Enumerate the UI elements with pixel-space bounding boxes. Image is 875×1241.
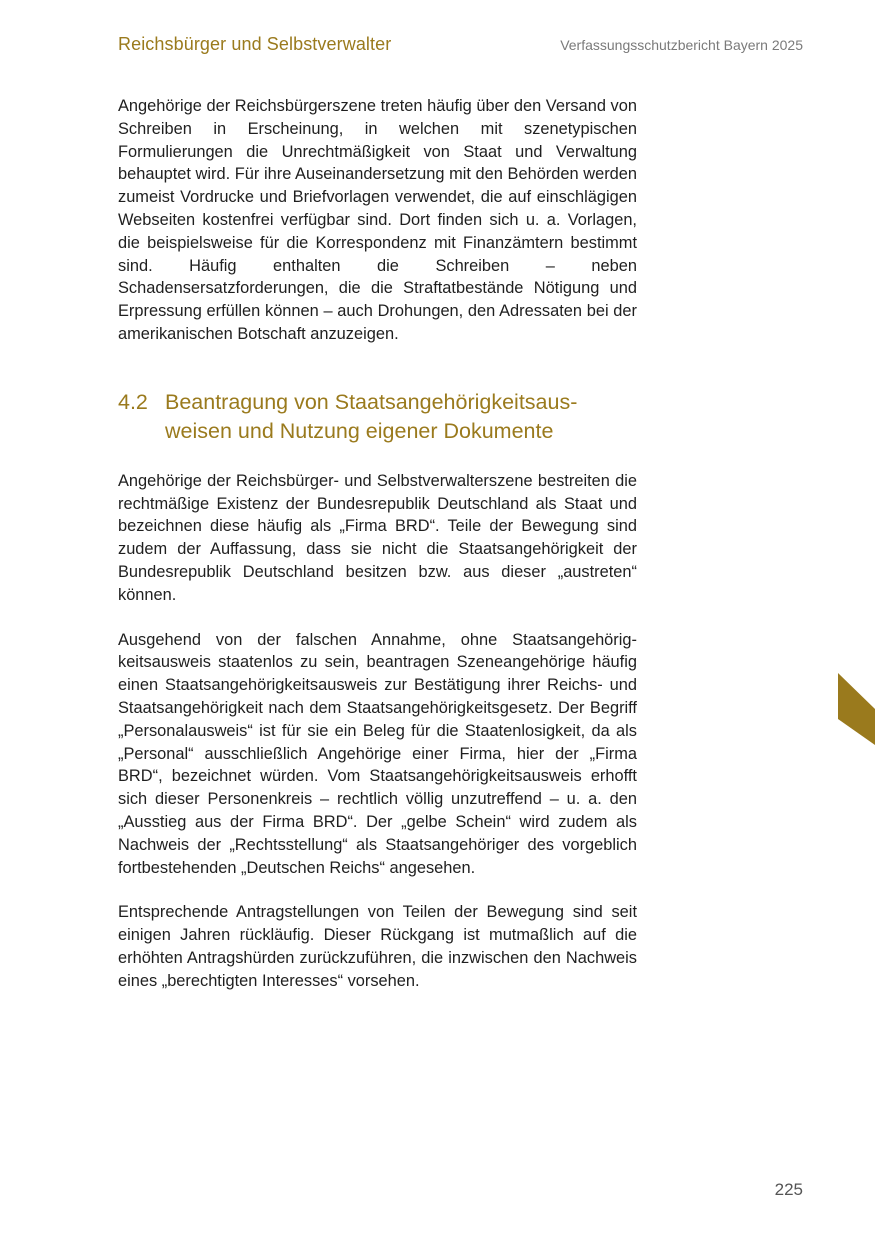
section-number: 4.2 [118, 389, 148, 414]
running-header-publication: Verfassungsschutzbericht Bayern 2025 [560, 37, 803, 53]
section-heading [118, 388, 637, 446]
chapter-tab-marker-icon [838, 673, 875, 745]
paragraph-firma-brd: Angehörige der Reichsbürger- und Selbstverwalterszene bestreiten die rechtmäßige Existenz der Bundesrepublik Deutschland als Staat und bezeichnen diese häufig als „Firma BRD“. Teile der Bewegung sind zudem der Auffassung, dass sie nicht die Staatsangehörigkeit der Bundesrepublik Deutschland besitzen bzw. aus dieser „austreten“ können. [118, 471, 637, 604]
main-content [118, 95, 637, 993]
paragraph-staatsangehoerigkeit: Ausgehend von der falschen Annahme, ohne Staatsangehörigkeitsausweis staatenlos zu sein, beantragen Szeneangehörige häufig einen Staatsangehörigkeitsausweis zur Bestätigung ihrer Reichs- und Staatsangehörigkeit nach dem Staatsangehörigkeitsgesetz. Der Begriff „Personalausweis“ ist für sie ein Beleg für die Staatenlosigkeit, da als „Personal“ ausschließlich Angehörige einer Firma, hier der „Firma BRD“, bezeichnet würden. Vom Staatsangehörigkeitsausweis erhofft sich dieser Personenkreis – rechtlich völlig unzutreffend – u. a. den „Ausstieg aus der Firma BRD“. Der „gelbe Schein“ wird zudem als Nachweis der „Rechtsstellung“ als Staatsangehöriger des vorgeblich fortbestehenden „Deutschen Reichs“ angesehen. [118, 630, 637, 877]
chapter-tab-shape [838, 673, 875, 745]
paragraph-antragstellungen: Entsprechende Antragstellungen von Teilen der Bewegung sind seit einigen Jahren rückläufig. Dieser Rückgang ist mutmaßlich auf die erhöhten Antragshürden zurückzuführen, die inzwischen den Nachweis eines „berechtigten Interesses“ vorsehen. [118, 903, 637, 990]
running-header-chapter-title: Reichsbürger und Selbstverwalter [118, 34, 392, 54]
paragraph-intro: Angehörige der Reichsbürgerszene treten häufig über den Versand von Schreiben in Erscheinung, in welchen mit szenetypischen Formulierungen die Unrechtmäßigkeit von Staat und Verwaltung behauptet wird. Für ihre Auseinandersetzung mit den Behörden werden zumeist Vordrucke und Briefvorlagen verwendet, die auf einschlägigen Webseiten kostenfrei verfügbar sind. Dort finden sich u. a. Vorlagen, die beispielsweise für die Korrespondenz mit Finanzämtern bestimmt sind. Häufig enthalten die Schreiben – neben Schadensersatzforderungen, die die Straftatbestände Nötigung und Erpressung erfüllen können – auch Drohungen, den Adressaten bei der amerikanischen Botschaft anzuzeigen. [118, 97, 637, 343]
page-number: 225 [774, 1180, 803, 1199]
section-title: Beantragung von Staatsangehörigkeitsausweisen und Nutzung eigener Dokumente [165, 389, 578, 443]
